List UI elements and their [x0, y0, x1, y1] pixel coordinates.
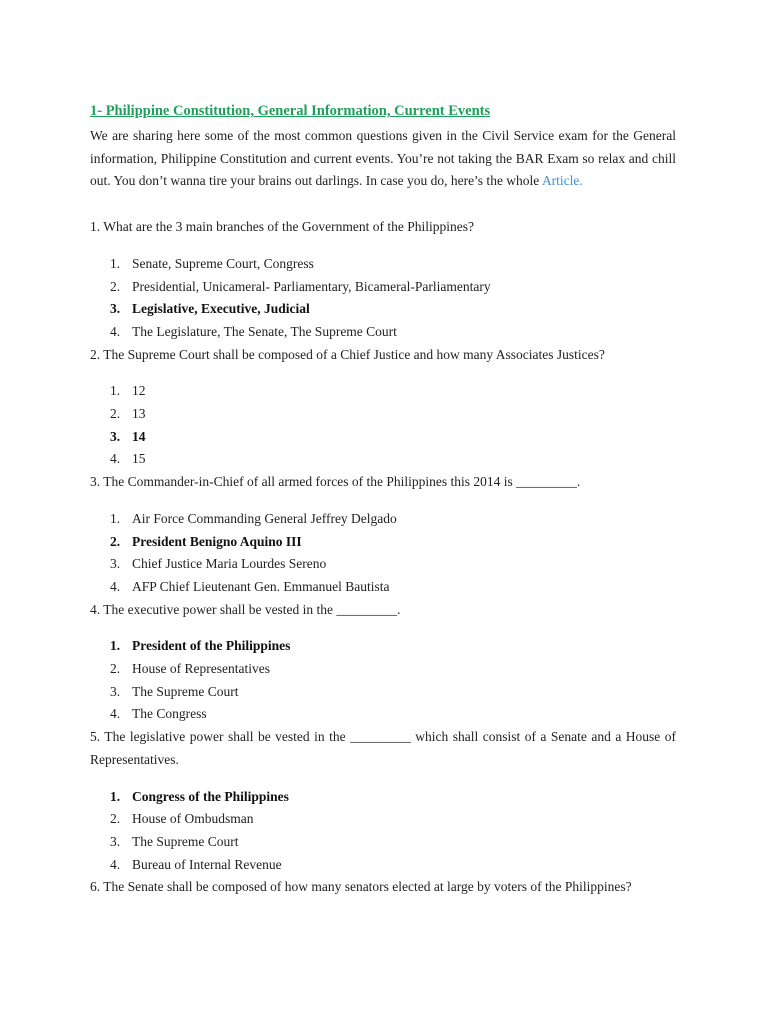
intro-paragraph [90, 125, 676, 193]
question-6: 6. The Senate shall be composed of how many senators elected at large by voters of the Philippines? [90, 879, 632, 895]
choices-list-2 [90, 380, 676, 471]
choice-4-2: 2. House of Representatives [110, 661, 270, 677]
choice-5-4: 4. Bureau of Internal Revenue [110, 856, 282, 872]
article-link[interactable]: Article. [541, 173, 583, 189]
choice-5-2: 2. House of Ombudsman [110, 811, 254, 827]
choice-3-4: 4. AFP Chief Lieutenant Gen. Emmanuel Bautista [110, 578, 390, 594]
question-3: 3. The Commander-in-Chief of all armed forces of the Philippines this 2014 is _________. [90, 474, 581, 490]
choice-3-2-correct: 2. President Benigno Aquino III [110, 533, 302, 549]
choice-3-1: 1. Air Force Commanding General Jeffrey Delgado [110, 510, 397, 526]
choice-4-4: 4. The Congress [110, 706, 207, 722]
question-1: 1. What are the 3 main branches of the Government of the Philippines? [90, 219, 475, 235]
choice-5-1-correct: 1. Congress of the Philippines [110, 788, 289, 804]
intro-text: We are sharing here some of the most common questions given in the Civil Service exam for the General information, Philippine Constitution and current events. You’re not taking the BAR Exam so relax and chill out. You don’t wanna tire your brains out darlings. In case you do, here’s the whole [90, 128, 676, 189]
choices-list-5 [90, 786, 676, 877]
choice-1-3-correct: 3. Legislative, Executive, Judicial [110, 301, 310, 317]
choice-4-3: 3. The Supreme Court [110, 683, 239, 699]
choices-list-4 [90, 635, 676, 726]
document-content [90, 100, 676, 899]
question-4: 4. The executive power shall be vested in the _________. [90, 601, 401, 617]
choice-4-1-correct: 1. President of the Philippines [110, 638, 291, 654]
choices-list-1 [90, 253, 676, 344]
question-2: 2. The Supreme Court shall be composed of a Chief Justice and how many Associates Justices? [90, 346, 605, 362]
choice-1-4: 4. The Legislature, The Senate, The Supreme Court [110, 323, 397, 339]
choice-1-1: 1. Senate, Supreme Court, Congress [110, 255, 314, 271]
question-5: 5. The legislative power shall be vested in the _________ which shall consist of a Senate and a House of Representatives. [90, 729, 676, 767]
choice-5-3: 3. The Supreme Court [110, 833, 239, 849]
choices-list-3 [90, 508, 676, 599]
choice-2-3-correct: 3. 14 [110, 428, 146, 444]
section-heading: 1- Philippine Constitution, General Information, Current Events [90, 103, 491, 119]
choice-1-2: 2. Presidential, Unicameral- Parliamentary, Bicameral-Parliamentary [110, 278, 491, 294]
choice-2-1: 1. 12 [110, 383, 146, 399]
choice-2-4: 4. 15 [110, 451, 146, 467]
choice-2-2: 2. 13 [110, 406, 146, 422]
choice-3-3: 3. Chief Justice Maria Lourdes Sereno [110, 556, 327, 572]
